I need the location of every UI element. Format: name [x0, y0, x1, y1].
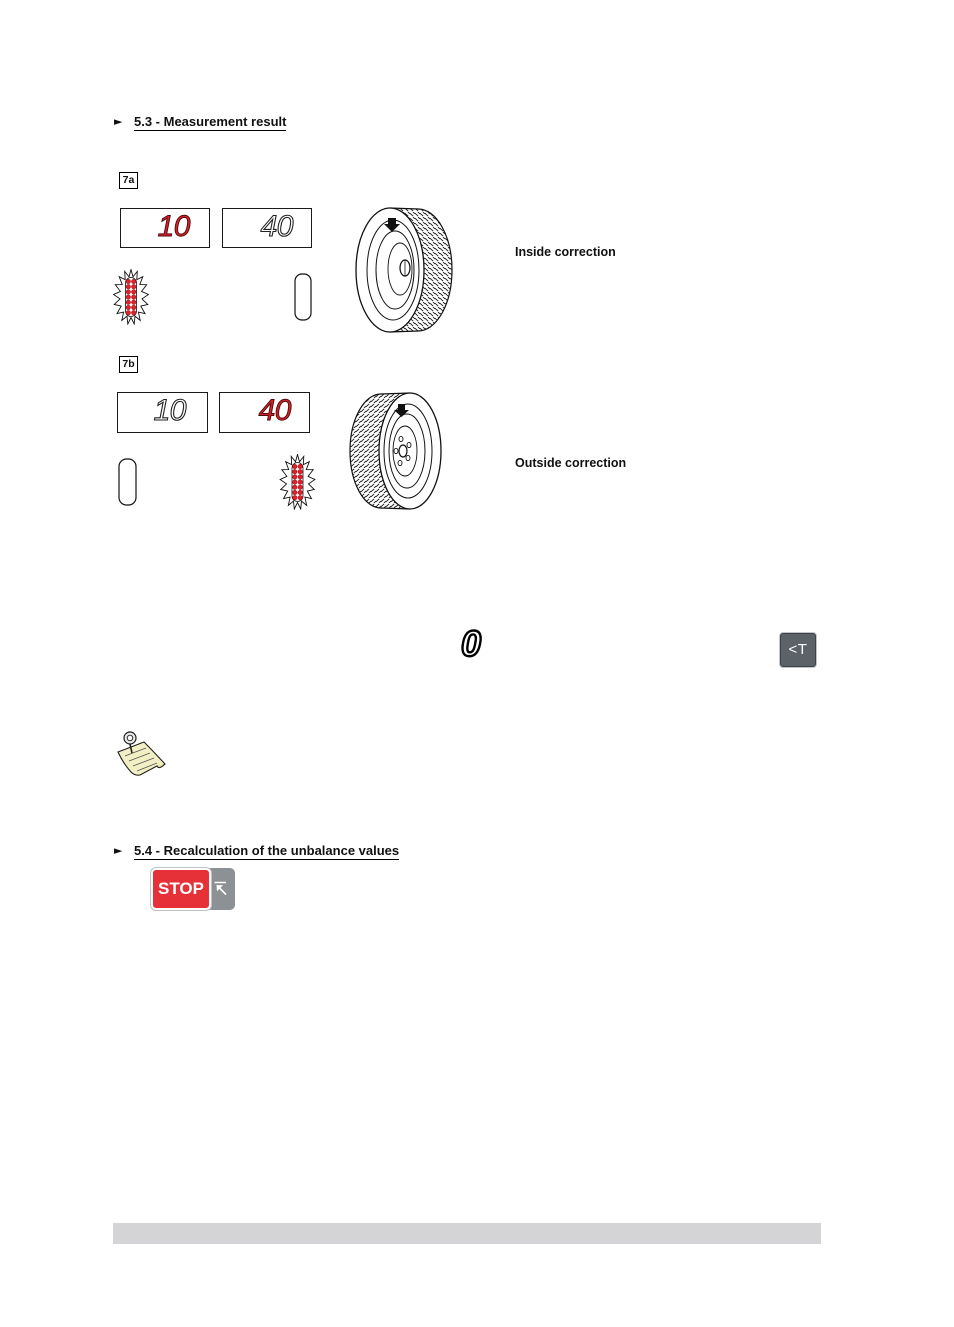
lug-hole	[394, 448, 398, 453]
caption-outside-correction: Outside correction	[515, 456, 627, 470]
section-title-5-4: 5.4 - Recalculation of the unbalance values	[134, 843, 400, 858]
led-dot	[293, 485, 298, 490]
tire-inside-arrow-icon	[350, 202, 458, 338]
stop-button-label: STOP	[151, 868, 211, 910]
led-dot	[126, 310, 131, 315]
key-t-button: <T	[779, 632, 817, 668]
left-display-value-7b: 10	[153, 394, 186, 427]
led-off-housing	[295, 274, 311, 320]
led-dot	[126, 305, 131, 310]
led-off-icon	[294, 273, 312, 321]
led-dot	[126, 279, 131, 284]
led-dot	[131, 300, 136, 305]
tire-outside-arrow-icon	[346, 388, 446, 514]
right-display-value-7a: 40	[260, 210, 293, 243]
led-dot	[131, 279, 136, 284]
right-display-7b	[219, 392, 310, 433]
led-dot	[126, 295, 131, 300]
left-display-value-7a: 10	[157, 210, 190, 243]
led-dot	[293, 490, 298, 495]
right-display-value-7b: 40	[258, 394, 291, 427]
led-dot	[293, 495, 298, 500]
led-off-housing	[119, 459, 136, 505]
figure-label-7a: 7a	[119, 172, 138, 189]
led-flashing-icon	[113, 269, 149, 325]
note-pushpin-icon	[113, 727, 169, 779]
right-display-7a	[222, 208, 312, 248]
led-dot	[131, 284, 136, 289]
section-title-5-3: 5.3 - Measurement result	[134, 114, 287, 129]
led-dot	[131, 310, 136, 315]
led-dot	[298, 495, 303, 500]
left-display-7a	[120, 208, 210, 248]
led-dot	[293, 464, 298, 469]
led-dot	[131, 295, 136, 300]
led-dot	[126, 300, 131, 305]
led-dot	[298, 480, 303, 485]
led-dot	[298, 485, 303, 490]
led-dot	[126, 290, 131, 295]
section-marker-icon: ►	[114, 844, 123, 857]
lug-hole	[399, 436, 403, 441]
note-paper	[118, 742, 165, 775]
led-off-icon	[118, 458, 137, 506]
led-dot	[293, 480, 298, 485]
led-dot	[298, 464, 303, 469]
led-dot	[298, 475, 303, 480]
section-heading-5-3	[114, 114, 286, 129]
lug-hole	[398, 460, 402, 465]
left-display-7b	[117, 392, 208, 433]
led-dot	[298, 469, 303, 474]
arrow-up-left-corner-icon	[213, 881, 228, 896]
footer-bar	[113, 1223, 821, 1244]
led-dot	[293, 475, 298, 480]
display-digit-zero: 0	[461, 623, 482, 664]
led-flashing-icon	[279, 454, 316, 510]
lug-hole	[406, 455, 410, 460]
wheel-hub	[399, 445, 407, 457]
led-dot	[126, 284, 131, 289]
led-dot	[293, 469, 298, 474]
led-dot	[131, 290, 136, 295]
pushpin-head-inner	[127, 735, 133, 741]
figure-label-7b: 7b	[119, 356, 138, 373]
section-marker-icon: ►	[114, 115, 123, 128]
stop-button	[151, 868, 235, 910]
lug-hole	[407, 442, 411, 447]
section-heading-5-4	[114, 843, 399, 858]
led-dot	[298, 490, 303, 495]
led-dot	[131, 305, 136, 310]
caption-inside-correction: Inside correction	[515, 245, 616, 259]
